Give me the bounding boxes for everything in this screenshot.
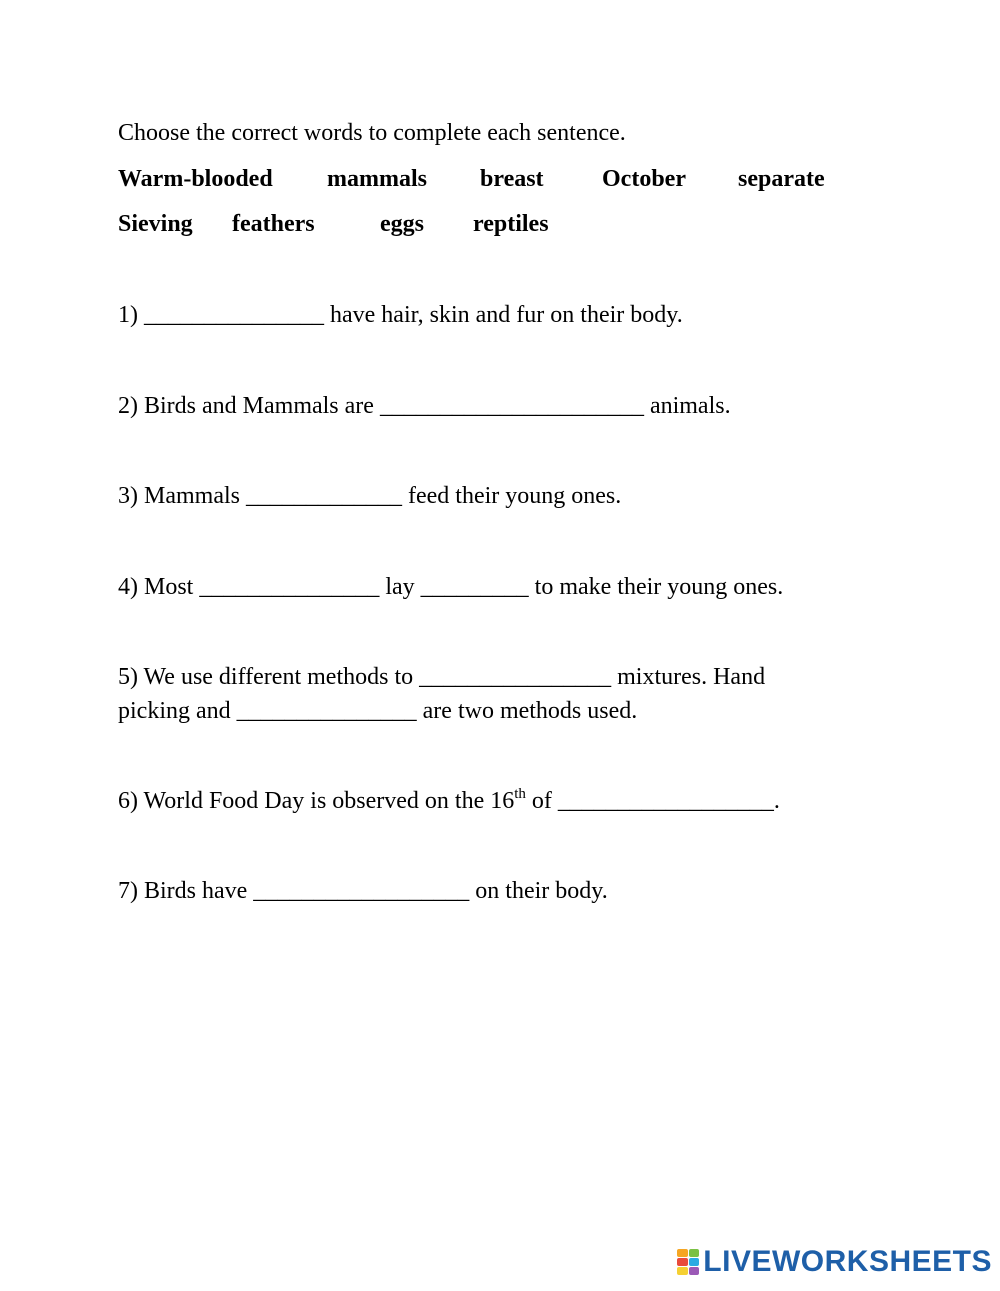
instructions: Choose the correct words to complete each sentence. xyxy=(118,120,626,146)
logo-text: LIVEWORKSHEETS xyxy=(703,1245,992,1278)
question-6-text: 6) World Food Day is observed on the 16 xyxy=(118,788,515,814)
word-bank-item: mammals xyxy=(327,166,427,192)
word-bank-row-1 xyxy=(118,162,838,196)
word-bank-item: feathers xyxy=(232,211,315,237)
word-bank-item: eggs xyxy=(380,211,424,237)
question-4: 4) Most _______________ lay _________ to make their young ones. xyxy=(118,574,784,600)
question-6 xyxy=(118,784,780,821)
word-bank-item: separate xyxy=(738,166,825,192)
word-bank-item: Warm-blooded xyxy=(118,166,273,192)
word-bank-row-2 xyxy=(118,207,838,241)
question-5-line-1: 5) We use different methods to ________________ mixtures. Hand xyxy=(118,664,766,690)
question-1: 1) _______________ have hair, skin and fur on their body. xyxy=(118,302,683,328)
liveworksheets-logo xyxy=(677,1245,992,1279)
question-6-superscript: th xyxy=(514,786,526,802)
word-bank-item: Sieving xyxy=(118,211,193,237)
question-2: 2) Birds and Mammals are ______________________ animals. xyxy=(118,393,731,419)
logo-mark-icon xyxy=(677,1249,699,1275)
question-6-blank: of __________________. xyxy=(525,788,780,814)
question-5-line-2: picking and _______________ are two methods used. xyxy=(118,698,638,724)
question-3: 3) Mammals _____________ feed their young ones. xyxy=(118,483,622,509)
word-bank-item: October xyxy=(602,166,686,192)
word-bank-item: breast xyxy=(480,166,544,192)
question-7: 7) Birds have __________________ on their body. xyxy=(118,878,608,904)
word-bank-item: reptiles xyxy=(473,211,549,237)
